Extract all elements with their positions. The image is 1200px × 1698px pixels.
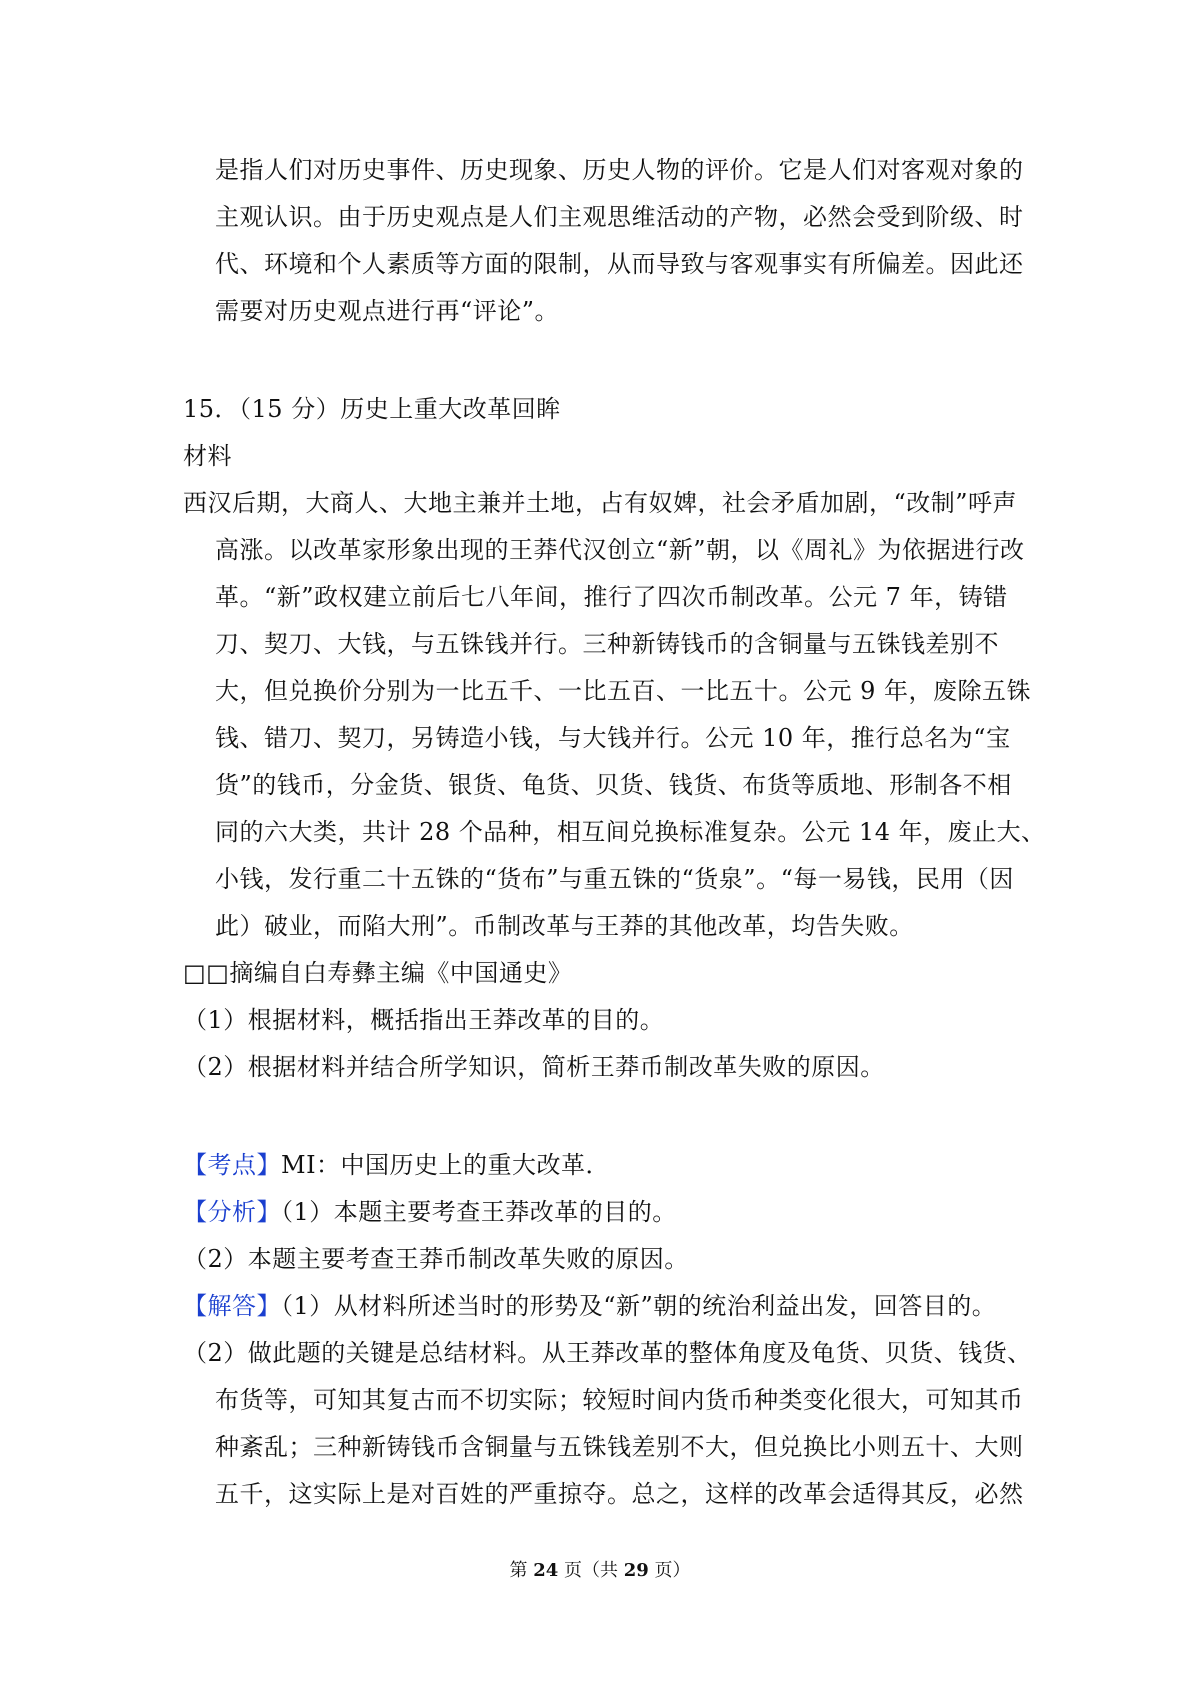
question-title: 15．（15 分）历史上重大改革回眸 — [183, 395, 561, 423]
sub-question-1: （1）根据材料，概括指出王莽改革的目的。 — [183, 1006, 665, 1034]
material-line: 同的六大类，共计 28 个品种，相互间兑换标准复杂。公元 14 年，废止大、 — [215, 818, 1046, 846]
material-line: 大，但兑换价分别为一比五千、一比五百、一比五十。公元 9 年，废除五铢 — [215, 677, 1032, 705]
jieda-row — [183, 1291, 996, 1321]
material-line: 此）破业，而陷大刑”。币制改革与王莽的其他改革，均告失败。 — [215, 912, 914, 940]
material-line: 钱、错刀、契刀，另铸造小钱，与大钱并行。公元 10 年，推行总名为“宝 — [215, 724, 1011, 752]
jieda-tag: 【解答】 — [183, 1292, 281, 1320]
jieda-line: 布货等，可知其复古而不切实际；较短时间内货币种类变化很大，可知其币 — [215, 1386, 1024, 1414]
page-footer — [0, 1560, 1200, 1582]
text-line: 需要对历史观点进行再“评论”。 — [215, 297, 560, 325]
text-line: 主观认识。由于历史观点是人们主观思维活动的产物，必然会受到阶级、时 — [215, 203, 1024, 231]
material-source: □□摘编自白寿彝主编《中国通史》 — [183, 959, 573, 987]
material-line: 革。“新”政权建立前后七八年间，推行了四次币制改革。公元 7 年，铸错 — [215, 583, 1008, 611]
page-number: 24 — [533, 1560, 559, 1581]
jieda-line: 种紊乱；三种新铸钱币含铜量与五铢钱差别不大，但兑换比小则五十、大则 — [215, 1433, 1024, 1461]
material-line: 小钱，发行重二十五铢的“货布”与重五铢的“货泉”。“每一易钱，民用（因 — [215, 865, 1014, 893]
material-label: 材料 — [183, 442, 232, 470]
total-pages: 29 — [623, 1560, 649, 1581]
sub-question-2: （2）根据材料并结合所学知识，简析王莽币制改革失败的原因。 — [183, 1053, 885, 1081]
jieda-text: （1）从材料所述当时的形势及“新”朝的统治利益出发，回答目的。 — [281, 1292, 997, 1320]
text-line: 是指人们对历史事件、历史现象、历史人物的评价。它是人们对客观对象的 — [215, 156, 1024, 184]
jieda-line: （2）做此题的关键是总结材料。从王莽改革的整体角度及龟货、贝货、钱货、 — [183, 1339, 1032, 1367]
text-line: 代、环境和个人素质等方面的限制，从而导致与客观事实有所偏差。因此还 — [215, 250, 1024, 278]
kaodian-tag: 【考点】 — [183, 1151, 281, 1179]
footer-suffix: 页） — [648, 1560, 691, 1581]
material-line: 货”的钱币，分金货、银货、龟货、贝货、钱货、布货等质地、形制各不相 — [215, 771, 1012, 799]
material-line: 高涨。以改革家形象出现的王莽代汉创立“新”朝，以《周礼》为依据进行改 — [215, 536, 1025, 564]
kaodian-row — [183, 1150, 610, 1180]
footer-prefix: 第 — [509, 1560, 534, 1581]
jieda-line: 五千，这实际上是对百姓的严重掠夺。总之，这样的改革会适得其反，必然 — [215, 1480, 1024, 1508]
fenxi-text: （1）本题主要考查王莽改革的目的。 — [281, 1198, 677, 1226]
footer-middle: 页（共 — [558, 1560, 624, 1581]
kaodian-text: MI：中国历史上的重大改革． — [281, 1151, 611, 1179]
fenxi-row — [183, 1197, 677, 1227]
fenxi-text-2: （2）本题主要考查王莽币制改革失败的原因。 — [183, 1245, 689, 1273]
material-line: 刀、契刀、大钱，与五铢钱并行。三种新铸钱币的含铜量与五铢钱差别不 — [215, 630, 999, 658]
fenxi-tag: 【分析】 — [183, 1198, 281, 1226]
material-line: 西汉后期，大商人、大地主兼并土地，占有奴婢，社会矛盾加剧，“改制”呼声 — [183, 489, 1018, 517]
